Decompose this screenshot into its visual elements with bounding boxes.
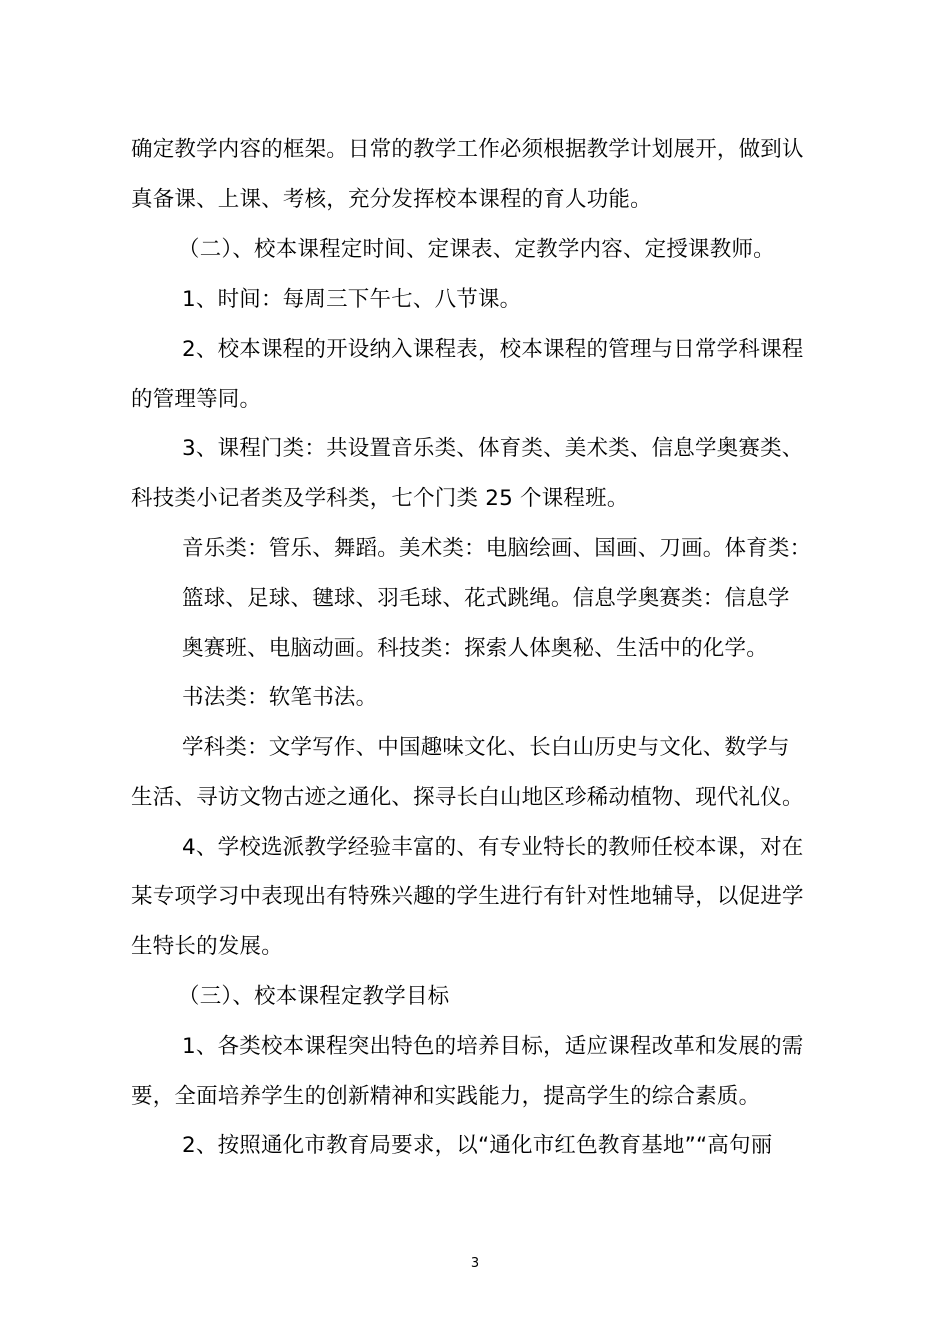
text-line-19: 1、各类校本课程突出特色的培养目标，适应课程改革和发展的需 xyxy=(182,1034,804,1059)
text-line-15: 4、学校选派教学经验丰富的、有专业特长的教师任校本课，对在 xyxy=(182,835,804,860)
text-line-7: 3、课程门类：共设置音乐类、体育类、美术类、信息学奥赛类、 xyxy=(182,436,804,461)
text-line-12: 书法类：软笔书法。 xyxy=(182,685,378,710)
text-line-6: 的管理等同。 xyxy=(131,387,262,412)
text-line-5: 2、校本课程的开设纳入课程表，校本课程的管理与日常学科课程 xyxy=(182,337,804,362)
section-heading-3: （三）、校本课程定教学目标 xyxy=(178,984,450,1009)
text-line-8: 科技类小记者类及学科类，七个门类 25 个课程班。 xyxy=(131,486,629,511)
text-line-14: 生活、寻访文物古迹之通化、探寻长白山地区珍稀动植物、现代礼仪。 xyxy=(131,785,804,810)
text-line-1: 确定教学内容的框架。日常的教学工作必须根据教学计划展开，做到认 xyxy=(131,137,804,162)
text-line-21: 2、按照通化市教育局要求，以“通化市红色教育基地”“高句丽 xyxy=(182,1133,773,1158)
section-heading-2: （二）、校本课程定时间、定课表、定教学内容、定授课教师。 xyxy=(178,237,775,262)
page-number: 3 xyxy=(470,1256,480,1271)
text-line-10: 篮球、足球、毽球、羽毛球、花式跳绳。信息学奥赛类：信息学 xyxy=(182,586,790,611)
text-line-9: 音乐类：管乐、舞蹈。美术类：电脑绘画、国画、刀画。体育类： xyxy=(182,536,812,561)
text-line-17: 生特长的发展。 xyxy=(131,934,283,959)
text-line-16: 某专项学习中表现出有特殊兴趣的学生进行有针对性地辅导，以促进学 xyxy=(131,884,804,909)
text-line-4: 1、时间：每周三下午七、八节课。 xyxy=(182,287,522,312)
text-line-20: 要，全面培养学生的创新精神和实践能力，提高学生的综合素质。 xyxy=(131,1084,761,1109)
text-line-11: 奥赛班、电脑动画。科技类：探索人体奥秘、生活中的化学。 xyxy=(182,636,768,661)
text-line-2: 真备课、上课、考核，充分发挥校本课程的育人功能。 xyxy=(131,187,652,212)
text-line-13: 学科类：文学写作、中国趣味文化、长白山历史与文化、数学与 xyxy=(182,735,790,760)
